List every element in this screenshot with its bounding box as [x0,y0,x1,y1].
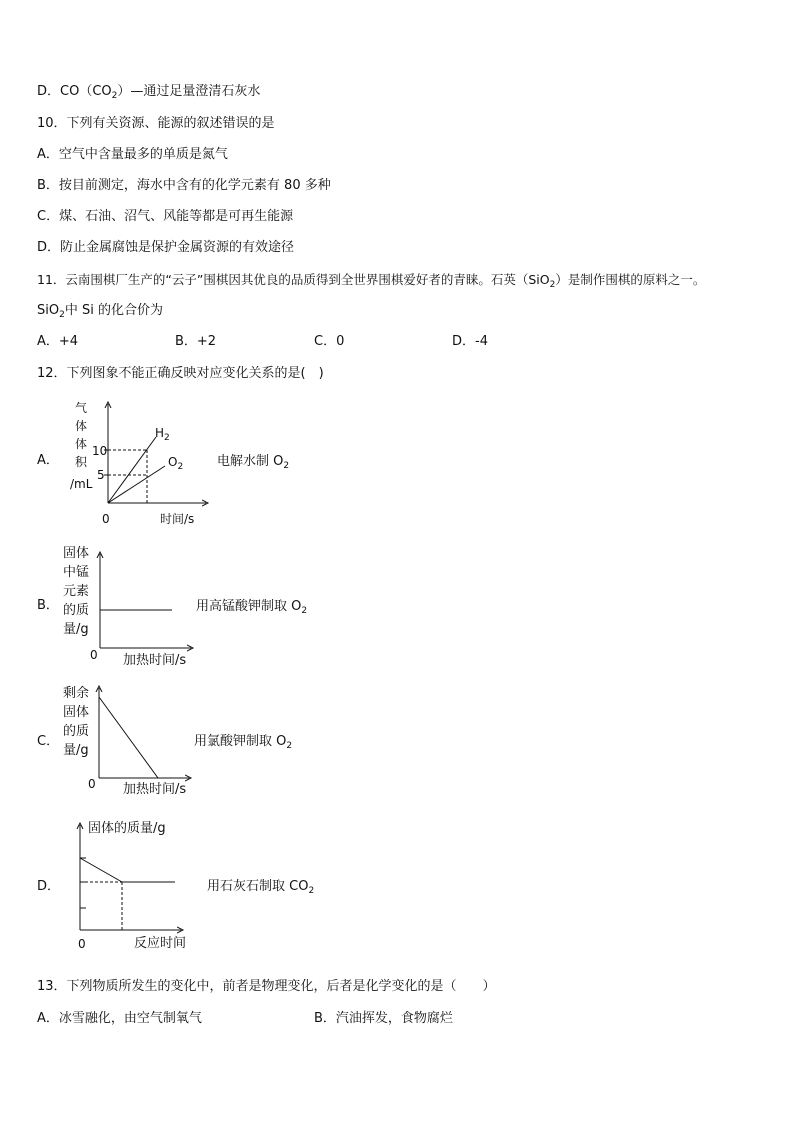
q11-option-b: B．+2 [175,334,217,349]
graph-c-ylabel-4: 量/g [63,743,89,758]
series-name: H [155,426,165,440]
graph-c-xlabel: 加热时间/s [123,782,187,797]
graph-a-ylabel-1: 气 [75,401,88,415]
graph-c-origin: 0 [88,777,96,791]
q11-option-d: D．-4 [452,334,488,349]
graph-c-ylabel-3: 的质 [63,724,90,739]
q10-option-d: D．防止金属腐蚀是保护金属资源的有效途径 [37,240,295,255]
graph-c-ylabel-2: 固体 [63,705,90,720]
graph-b-xlabel: 加热时间/s [123,653,187,668]
stem-text-tail: ）是制作围棋的原料之一。 [555,272,706,287]
q10-option-b: B．按目前测定，海水中含有的化学元素有 80 多种 [37,178,331,193]
stem-text-tail: 中 Si 的化合价为 [64,303,163,318]
subscript: 2 [549,280,556,290]
graph-b-option-label: B． [37,598,59,613]
graph-b-ylabel-1: 固体 [63,546,90,561]
subscript: 2 [111,91,118,101]
graph-a-origin: 0 [102,512,110,526]
q11-option-c: C．0 [314,334,345,349]
graph-c-data-line [99,697,158,778]
q13-option-a: A．冰雪融化，由空气制氧气 [37,1011,202,1026]
caption-text: 用石灰石制取 CO [207,879,309,894]
graph-c-ylabel-1: 剩余 [63,686,90,701]
q13-stem: 13．下列物质所发生的变化中，前者是物理变化，后者是化学变化的是（ ） [37,979,496,994]
caption-text: 电解水制 O [217,454,284,469]
subscript: 2 [308,886,315,896]
graph-a-ylabel-5: /mL [70,477,93,491]
formula-text: SiO [37,303,60,318]
graph-b-ylabel-4: 的质 [63,603,90,618]
graph-d-xlabel: 反应时间 [134,936,187,951]
q12-stem: 12．下列图象不能正确反映对应变化关系的是( ) [37,366,324,381]
graph-a-ytick-5: 5 [97,468,105,482]
graph-b-origin: 0 [90,648,98,662]
q13-option-b: B．汽油挥发，食物腐烂 [314,1011,453,1026]
caption-text: 用高锰酸钾制取 O [196,599,302,614]
graph-a-ytick-10: 10 [92,444,108,458]
q11-option-a: A．+4 [37,334,79,349]
graph-b-ylabel-5: 量/g [63,622,89,637]
graph-d-option-label: D． [37,879,61,894]
subscript: 2 [286,741,293,751]
graph-d-origin: 0 [78,937,86,951]
subscript: 2 [301,606,308,616]
option-text-tail: ）—通过足量澄清石灰水 [117,84,261,99]
graph-a-ylabel-4: 积 [75,455,88,469]
stem-text: 11．云南围棋厂生产的“云子”围棋因其优良的品质得到全世界围棋爱好者的青睐。石英（SiO [37,272,550,287]
q10-stem: 10．下列有关资源、能源的叙述错误的是 [37,116,275,131]
graph-c-option-label: C． [37,734,60,749]
subscript: 2 [59,310,65,320]
subscript: 2 [164,433,170,443]
graph-b-ylabel-3: 元素 [63,584,90,599]
subscript: 2 [283,461,290,471]
graph-a-series-o2-line [108,466,165,503]
caption-text: 用氯酸钾制取 O [194,734,287,749]
series-name: O [168,455,178,469]
subscript: 2 [177,462,184,472]
graph-a-option-label: A． [37,453,59,468]
graph-b-ylabel-2: 中锰 [63,565,90,580]
graph-a-series-h2-line [108,437,156,503]
q10-option-c: C．煤、石油、沼气、风能等都是可再生能源 [37,209,294,224]
graph-a-xlabel: 时间/s [160,512,195,526]
graph-d-data-line-falling [80,858,122,882]
option-text: CO（CO [60,84,112,99]
graph-a-ylabel-3: 体 [75,437,88,451]
q10-option-a: A．空气中含量最多的单质是氮气 [37,147,228,162]
graph-d-ylabel: 固体的质量/g [88,821,166,836]
option-label: D． [37,84,61,99]
graph-a-ylabel-2: 体 [75,419,88,433]
